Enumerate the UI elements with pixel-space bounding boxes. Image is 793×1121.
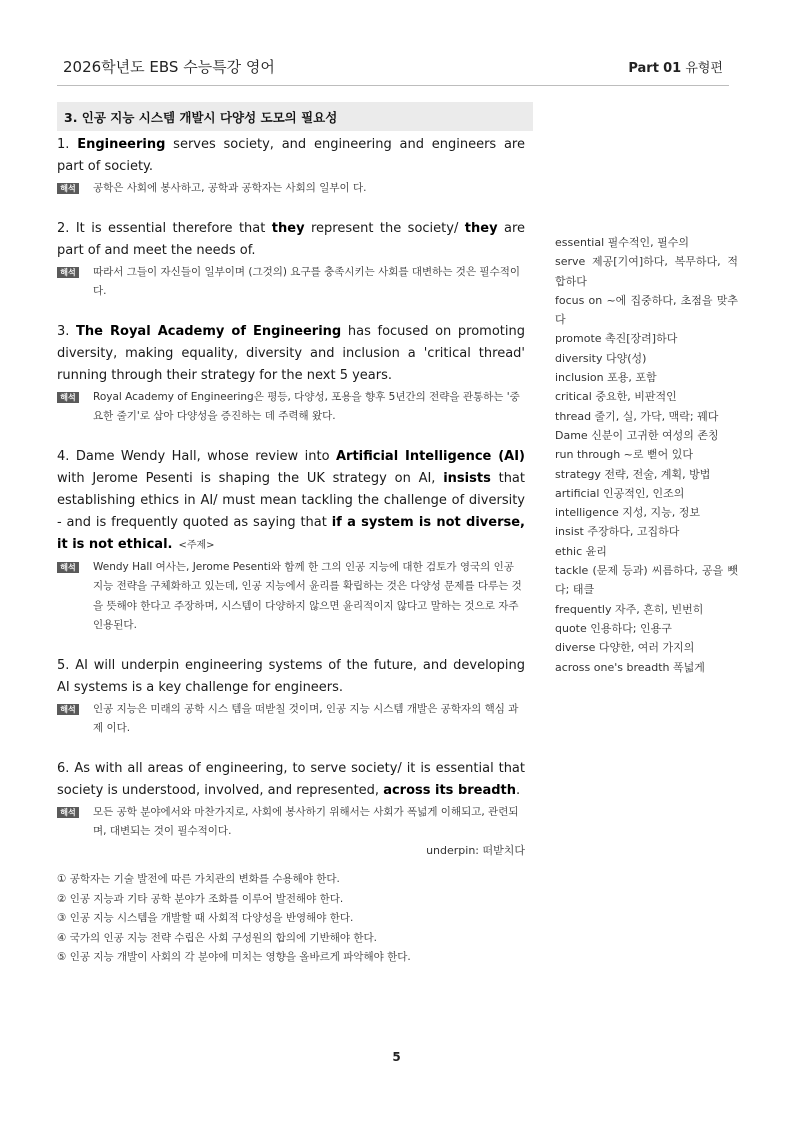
vocab-item: frequently 자주, 흔히, 빈번히 <box>555 602 704 616</box>
vocab-item: promote 촉진[장려]하다 <box>555 332 678 346</box>
section-title: 3. 인공 지능 시스템 개발시 다양성 도모의 필요성 <box>64 110 338 125</box>
vocab-item: diverse 다양한, 여러 가지의 <box>555 641 695 655</box>
vocab-item: critical 중요한, 비판적인 <box>555 390 677 404</box>
page-number: 5 <box>392 1050 401 1064</box>
choice-2: ② 인공 지능과 기타 공학 분야가 조화를 이루어 발전해야 한다. <box>57 892 344 905</box>
choice-1: ① 공학자는 기술 발전에 따른 가치관의 변화를 수용해야 한다. <box>57 873 340 885</box>
section-title-bar <box>57 102 533 131</box>
english-sentence: 6. As with all areas of engineering, to serve society/ it is essential that society is understood, involved, and represented, across its breadth. <box>57 760 525 798</box>
vocab-item: inclusion 포용, 포함 <box>555 371 657 385</box>
passage-item-4 <box>57 446 525 636</box>
vocab-item: run through ~로 뻗어 있다 <box>555 448 694 462</box>
vocab-item: quote 인용하다; 인용구 <box>555 621 672 635</box>
korean-translation: 인공 지능은 미래의 공학 시스 템을 떠받칠 것이며, 인공 지능 시스템 개발은 공학자의 핵심 과제 이다. <box>93 702 519 734</box>
vocab-item: intelligence 지성, 지능, 정보 <box>555 506 701 520</box>
vocab-item: ethic 윤리 <box>555 544 607 558</box>
page-header <box>57 54 729 86</box>
korean-translation: Royal Academy of Engineering은 평등, 다양성, 포용을 향후 5년간의 전략을 관통하는 '중요한 줄기'로 삼아 다양성을 증진하는 데 주력해 왔다. <box>93 390 520 422</box>
english-sentence: 1. Engineering serves society, and engineering and engineers are part of society. <box>57 137 525 174</box>
passage-item-6 <box>57 758 525 858</box>
passage-item-2 <box>57 218 525 302</box>
passage-item-1 <box>57 134 525 199</box>
english-sentence: 2. It is essential therefore that they represent the society/ they are part of and meet the needs of. <box>57 220 526 258</box>
vocab-footnote: underpin: 떠받치다 <box>426 843 525 857</box>
passage-item-5 <box>57 655 525 739</box>
subject-marker: <주제> <box>178 539 215 551</box>
vocab-item: Dame 신분이 고귀한 여성의 존칭 <box>555 428 719 442</box>
part-number: 01 <box>663 61 682 76</box>
translation-badge: 해석 <box>57 392 79 403</box>
vocab-item: thread 줄기, 실, 가닥, 맥락; 꿰다 <box>555 409 719 423</box>
vocab-item: tackle (문제 등과) 씨름하다, 공을 뺏다; 태클 <box>555 564 738 597</box>
korean-translation: 모든 공학 분야에서와 마찬가지로, 사회에 봉사하기 위해서는 사회가 폭넓게 이해되고, 관련되며, 대변되는 것이 필수적이다. <box>93 805 519 837</box>
part-label: Part <box>628 61 659 76</box>
korean-translation: 공학은 사회에 봉사하고, 공학과 공학자는 사회의 일부이 다. <box>93 182 367 194</box>
answer-choices <box>57 870 537 968</box>
english-sentence: 3. The Royal Academy of Engineering has focused on promoting diversity, making equality, diversity and inclusion a 'critical thread' running through their strategy for the next 5 years. <box>57 323 525 383</box>
vocab-item: strategy 전략, 전술, 계획, 방법 <box>555 467 711 481</box>
vocab-item: essential 필수적인, 필수의 <box>555 236 690 249</box>
vocab-item: artificial 인공적인, 인조의 <box>555 486 685 500</box>
translation-badge: 해석 <box>57 562 79 573</box>
english-sentence: 5. AI will underpin engineering systems of the future, and developing AI systems is a key challenge for engineers. <box>57 657 525 695</box>
translation-badge: 해석 <box>57 807 79 818</box>
book-title: 2026학년도 EBS 수능특강 영어 <box>63 58 275 76</box>
translation-badge: 해석 <box>57 183 79 194</box>
vocab-item: diversity 다양(성) <box>555 351 647 365</box>
translation-badge: 해석 <box>57 267 79 278</box>
vocab-item: insist 주장하다, 고집하다 <box>555 525 680 539</box>
vocabulary-list <box>555 233 738 677</box>
vocab-item: focus on ~에 집중하다, 초점을 맞추다 <box>555 293 738 327</box>
translation-badge: 해석 <box>57 704 79 715</box>
passage <box>57 134 525 877</box>
choice-3: ③ 인공 지능 시스템을 개발할 때 사회적 다양성을 반영해야 한다. <box>57 912 354 924</box>
part-type: 유형편 <box>685 61 723 76</box>
choice-5: ⑤ 인공 지능 개발이 사회의 각 분야에 미치는 영향을 올바르게 파악해야 한다. <box>57 951 411 963</box>
vocab-item: across one's breadth 폭넓게 <box>555 660 705 674</box>
english-sentence: 4. Dame Wendy Hall, whose review into Artificial Intelligence (AI) with Jerome Pesenti is shaping the UK strategy on AI, insists that establishing ethics in AI/ must mean tackling the challenge of diversity - and is frequently quoted as saying that if a system is not diverse, it is not ethical. <box>57 448 525 552</box>
part-indicator <box>628 57 723 76</box>
vocab-item: serve 제공[기여]하다, 복무하다, 적합하다 <box>555 255 738 288</box>
passage-item-3 <box>57 321 525 427</box>
korean-translation: Wendy Hall 여사는, Jerome Pesenti와 함께 한 그의 인공 지능에 대한 검토가 영국의 인공 지능 전략을 구체화하고 있는데, 인공 지능에서 윤리를 확립하는 것은 다양성 문제를 다루는 것을 뜻해야 한다고 주장하며, 시스템이 다양하지 않으면 윤리적이지 않다고 말하는 것으로 자주 인용된다. <box>93 560 522 631</box>
choice-4: ④ 국가의 인공 지능 전략 수립은 사회 구성원의 합의에 기반해야 한다. <box>57 931 377 944</box>
korean-translation: 따라서 그들이 자신들이 일부이며 (그것의) 요구를 충족시키는 사회를 대변하는 것은 필수적이다. <box>93 265 521 297</box>
